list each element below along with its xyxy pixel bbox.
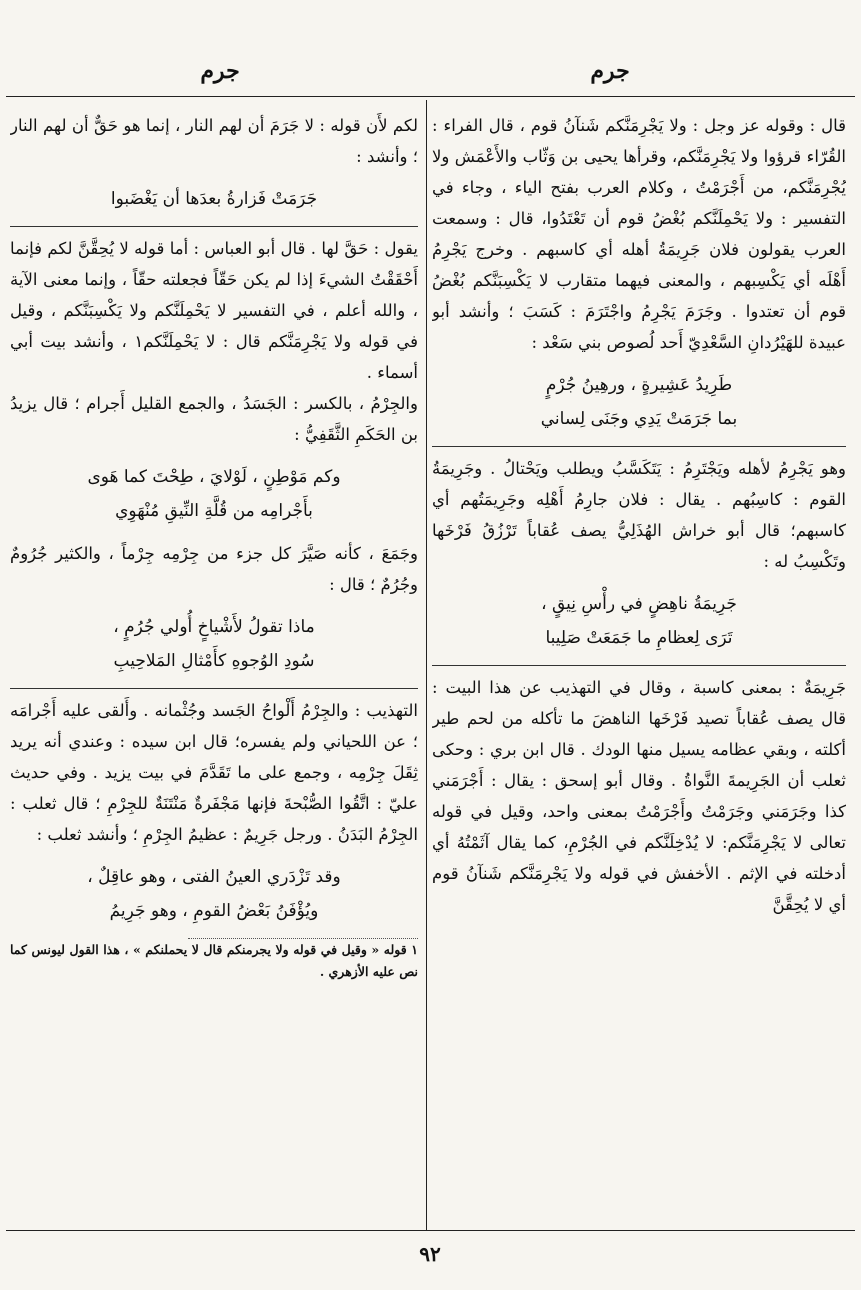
separator-rule: [432, 665, 846, 666]
separator-rule: [432, 446, 846, 447]
verse-line: طَرِيدُ عَشِيرةٍ ، ورهِينُ جُرْمٍ: [545, 375, 733, 395]
column-divider: [426, 100, 427, 1230]
header-word-left: جرم: [200, 58, 240, 84]
verse-line: جَرِيمَةُ ناهِضٍ في رأْسِ نِيقٍ ،: [541, 594, 737, 614]
verse-line: ماذا تقولُ لأَشْياخٍ أُولي جُرُمٍ ،: [113, 617, 315, 637]
footnote: ١ قوله « وقيل في قوله ولا يجرمنكم قال لا يحملنكم » ، هذا القول ليونس كما نص عليه الأزهري .: [10, 942, 418, 979]
verse: [10, 460, 418, 528]
paragraph: يقول : حَقَّ لها . قال أبو العباس : أما قوله لا يُحِقَّنَّ لكم فإنما أَحْقَقْتُ الشيءَ إذا لم يكن حَقّاً فجعلته حقّاً ، وإنما معنى الآية ، والله أعلم ، في التفسير لا يَحْمِلَنَّكم ولا يَكْسِبَنَّكم ، وقيل في قوله ولا يَجْرِمَنَّكم قال : لا يَحْمِلَنَّكم١ ، وأنشد بيت أبي أسماء .: [10, 239, 418, 382]
left-column: [10, 110, 418, 1228]
verse: [10, 182, 418, 216]
separator-rule: [10, 688, 418, 689]
verse-line: وقد تَزْدَري العينُ الفتى ، وهو عاقِلٌ ،: [87, 867, 341, 887]
verse-line: جَرَمَتْ فَزارةُ بعدَها أن يَغْضَبوا: [110, 189, 318, 209]
verse-line: ويُؤْفَنُ بَعْضُ القومِ ، وهو جَرِيمُ: [109, 901, 319, 921]
header-rule: [6, 96, 855, 97]
verse: [432, 587, 846, 655]
paragraph: التهذيب : والجِرْمُ أَلْواحُ الجَسد وجُثْمانه . وأَلقى عليه أَجْرامَه ؛ عن اللحياني ولم يفسره؛ قال ابن سيده : وعندي أنه يريد ثِقَلَ جِرْمِه ، وجمع على ما تَقَدَّمَ في بيت يزيد . وفي حديث عليّ : اتَّقُوا الصُّبْحةَ فإنها مَجْفَرةٌ مَنْتَنَةٌ للجِرْمِ ؛ قال ثعلب : الجِرْمُ البَدَنُ . ورجل جَرِيمٌ : عظيمُ الجِرْمِ ؛ وأنشد ثعلب :: [10, 701, 418, 844]
verse: [432, 368, 846, 436]
paragraph: وجَمَعَ ، كأنه صَيَّرَ كل جزء من جِرْمِه جِرْماً ، والكثير جُرُومٌ وجُرُمٌ ؛ قال :: [10, 544, 418, 594]
paragraph: وهو يَجْرِمُ لأهله ويَجْتَرِمُ : يَتَكَسَّبُ ويطلب ويَحْتالُ . وجَرِيمَةُ القوم : كاسِبُهم . يقال : فلان جارِمُ أَهْلِه وجَرِيمَتُهم أي كاسبهم؛ قال أبو خراش الهُذَلِيُّ يصف عُقاباً تَرْزُقُ فَرْخَها وتَكْسِبُ له :: [432, 459, 846, 571]
verse-line: تَرَى لِعظامِ ما جَمَعَتْ صَلِيبا: [545, 628, 733, 648]
right-column: [432, 110, 846, 1228]
verse-line: بما جَرَمَتْ يَدِي وجَنَى لِساني: [540, 409, 738, 429]
verse-line: بأَجْرامِه من قُلَّةِ النِّيقِ مُنْهَوِي: [115, 501, 313, 521]
verse: [10, 610, 418, 678]
page-number: ٩٢: [419, 1242, 441, 1266]
verse-line: سُودِ الوُجوهِ كأَمْثالِ المَلاحِيبِ: [113, 651, 315, 671]
verse: [10, 860, 418, 928]
paragraph: جَرِيمَةٌ : بمعنى كاسبة ، وقال في التهذيب عن هذا البيت : قال يصف عُقاباً تصيد فَرْخَها الناهضَ ما تأكله من لحم طير أكلته ، وبقي عظامه يسيل منها الودك . قال ابن بري : وحكى ثعلب أن الجَرِيمةَ النَّواةُ . وقال أبو إسحق : يقال : أَجْرَمَني كذا وجَرَمَني وجَرَمْتُ وأَجْرَمْتُ بمعنى واحد، وقيل في قوله تعالى لا يَجْرِمَنَّكم: لا يُدْخِلَنَّكم في الجُرْمِ، كما يقال آثَمْتُهُ أي أدخلته في الإثم . الأخفش في قوله ولا يَجْرِمَنَّكم شَنآنُ قوم أي لا يُحِقَّنَّ: [432, 678, 846, 914]
paragraph: والجِرْمُ ، بالكسر : الجَسَدُ ، والجمع القليل أَجرام ؛ قال يزيدُ بن الحَكَمِ الثَّقَفِيُّ :: [10, 394, 418, 444]
paragraph: لكم لأَن قوله : لا جَرَمَ أن لهم النار ، إنما هو حَقٌّ أن لهم النار ؛ وأنشد :: [10, 116, 418, 166]
separator-rule: [10, 226, 418, 227]
footer-rule: [6, 1230, 855, 1231]
header-word-right: جرم: [590, 58, 630, 84]
verse-line: وكم مَوْطِنٍ ، لَوْلايَ ، طِحْتَ كما هَوى: [87, 467, 341, 487]
paragraph: قال : وقوله عز وجل : ولا يَجْرِمَنَّكم شَنآنُ قوم ، قال الفراء : القُرّاء قرؤوا ولا يَجْرِمَنَّكم، وقرأها يحيى بن وَثّاب والأَعْمَش ولا يُجْرِمَنَّكم، من أَجْرَمْتُ ، وكلام العرب بفتح الياء ، وجاء في التفسير : ولا يَحْمِلَنَّكم بُغْضُ قوم أن تَعْتَدُوا، قال : وسمعت العرب يقولون فلان جَرِيمَةُ أهله أي كاسبهم . وخرج يَجْرِمُ أَهْلَه أي يَكْسِبهم ، والمعنى فيهما متقارب لا يَكْسِبَنَّكم بُغْضُ قوم أن تعتدوا . وجَرَمَ يَجْرِمُ واجْتَرَمَ : كَسَبَ ؛ وأنشد أبو عبيدة للهَيْرُدانِ السَّعْدِيّ أَحد لُصوص بني سَعْد :: [432, 116, 846, 352]
